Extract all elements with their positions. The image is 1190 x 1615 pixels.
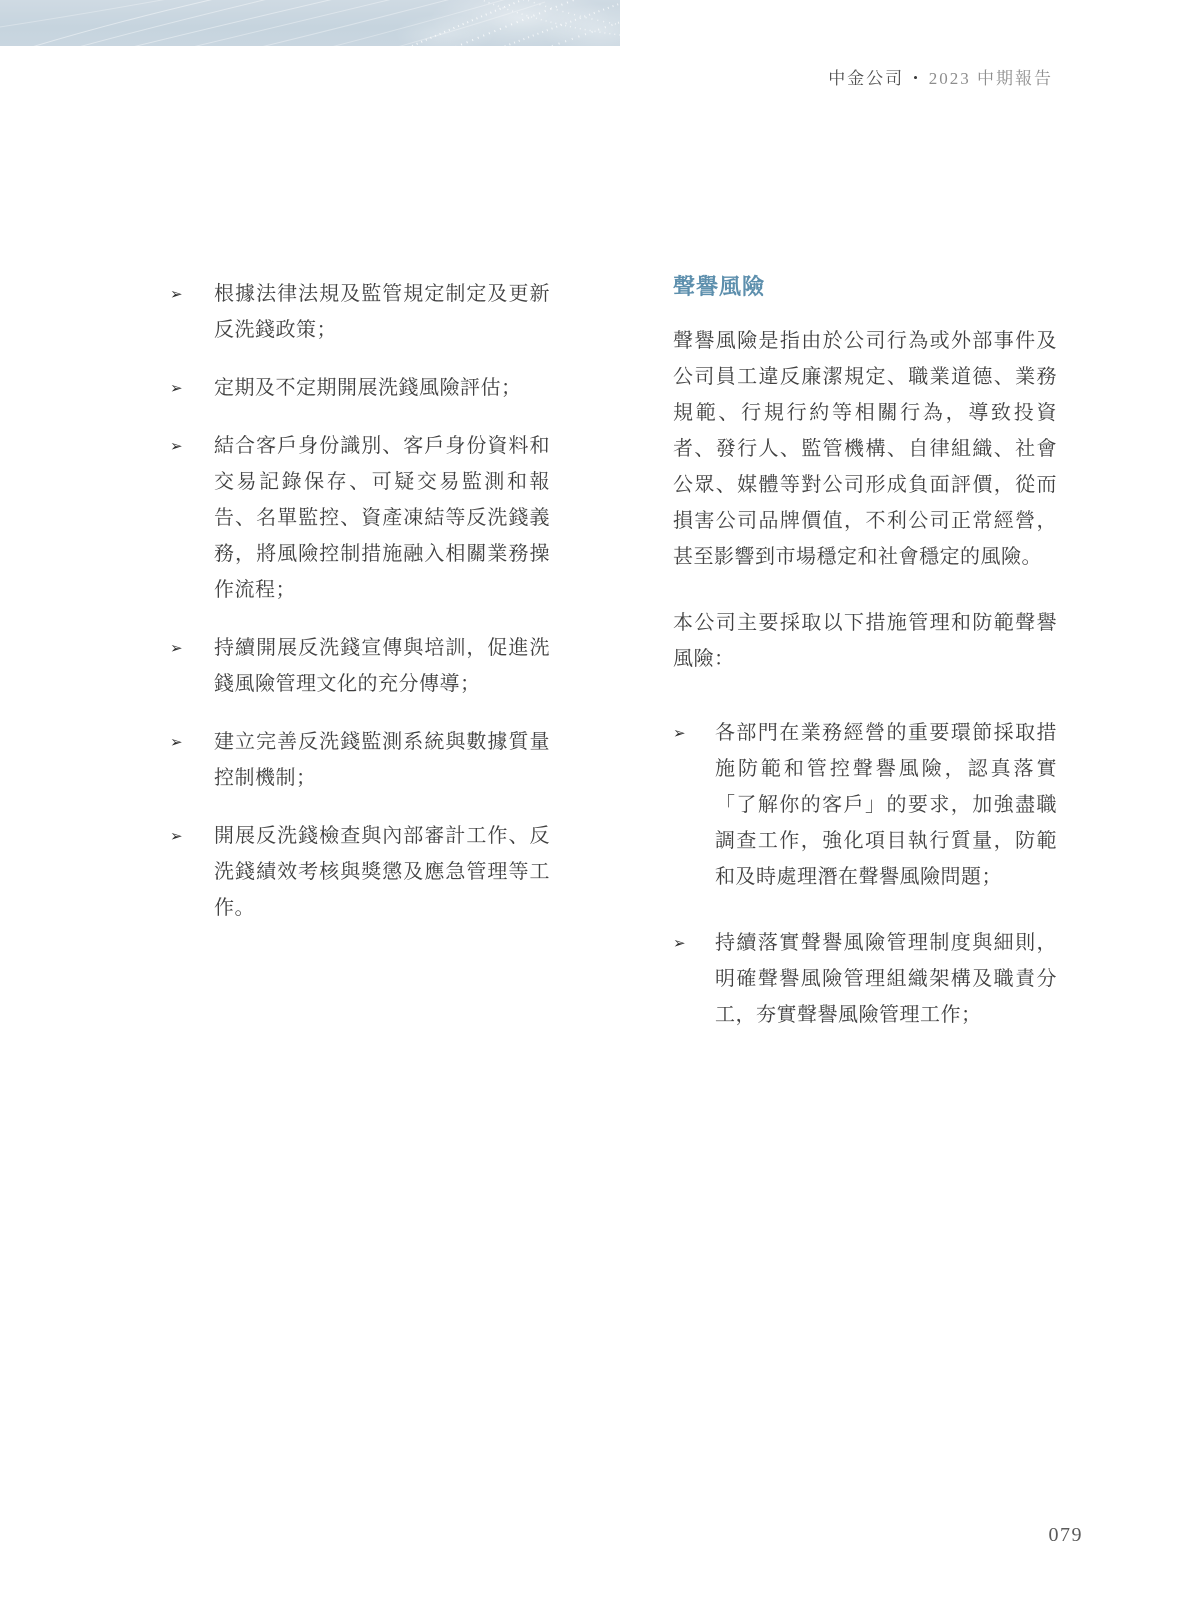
list-item [170, 276, 550, 348]
arrow-bullet-icon: ➢ [673, 724, 686, 742]
measures-list [673, 715, 1057, 1033]
list-item-text: 持續開展反洗錢宣傳與培訓，促進洗錢風險管理文化的充分傳導； [214, 637, 550, 695]
report-title: 2023 中期報告 [928, 69, 1053, 88]
list-item [170, 818, 550, 926]
arrow-bullet-icon: ➢ [170, 733, 183, 751]
banner-art [0, 0, 620, 46]
page-header [828, 64, 1053, 89]
list-item [170, 428, 550, 608]
arrow-bullet-icon: ➢ [170, 379, 183, 397]
page-number: 079 [1048, 1524, 1083, 1546]
arrow-bullet-icon: ➢ [170, 639, 183, 657]
list-item [170, 724, 550, 796]
arrow-bullet-icon: ➢ [170, 827, 183, 845]
list-item [170, 630, 550, 702]
separator-dot: • [913, 70, 920, 85]
list-item-text: 建立完善反洗錢監測系統與數據質量控制機制； [214, 731, 550, 789]
left-column [170, 276, 550, 948]
banner-swirl-graphic [0, 0, 620, 46]
paragraph: 本公司主要採取以下措施管理和防範聲譽風險： [673, 612, 1057, 670]
company-name: 中金公司 [828, 69, 905, 88]
list-item [673, 925, 1057, 1033]
list-item-text: 根據法律法規及監管規定制定及更新反洗錢政策； [214, 283, 550, 341]
list-item-text: 開展反洗錢檢查與內部審計工作、反洗錢績效考核與獎懲及應急管理等工作。 [214, 825, 550, 919]
list-item-text: 結合客戶身份識別、客戶身份資料和交易記錄保存、可疑交易監測和報告、名單監控、資產凍結等反洗錢義務，將風險控制措施融入相關業務操作流程； [214, 435, 550, 601]
list-item-text: 持續落實聲譽風險管理制度與細則，明確聲譽風險管理組織架構及職責分工，夯實聲譽風險管理工作； [715, 932, 1057, 1026]
list-item [673, 715, 1057, 895]
list-item-text: 各部門在業務經營的重要環節採取措施防範和管控聲譽風險，認真落實「了解你的客戶」的要求，加強盡職調查工作，強化項目執行質量，防範和及時處理潛在聲譽風險問題； [715, 722, 1057, 888]
arrow-bullet-icon: ➢ [673, 934, 686, 952]
right-column [673, 270, 1057, 1063]
arrow-bullet-icon: ➢ [170, 437, 183, 455]
section-heading-reputational-risk: 聲譽風險 [673, 274, 766, 299]
list-item-text: 定期及不定期開展洗錢風險評估； [214, 377, 522, 399]
arrow-bullet-icon: ➢ [170, 285, 183, 303]
list-item [170, 370, 550, 406]
paragraph: 聲譽風險是指由於公司行為或外部事件及公司員工違反廉潔規定、職業道德、業務規範、行規行約等相關行為，導致投資者、發行人、監管機構、自律組織、社會公眾、媒體等對公司形成負面評價，從而損害公司品牌價值，不利公司正常經營，甚至影響到市場穩定和社會穩定的風險。 [673, 330, 1057, 568]
